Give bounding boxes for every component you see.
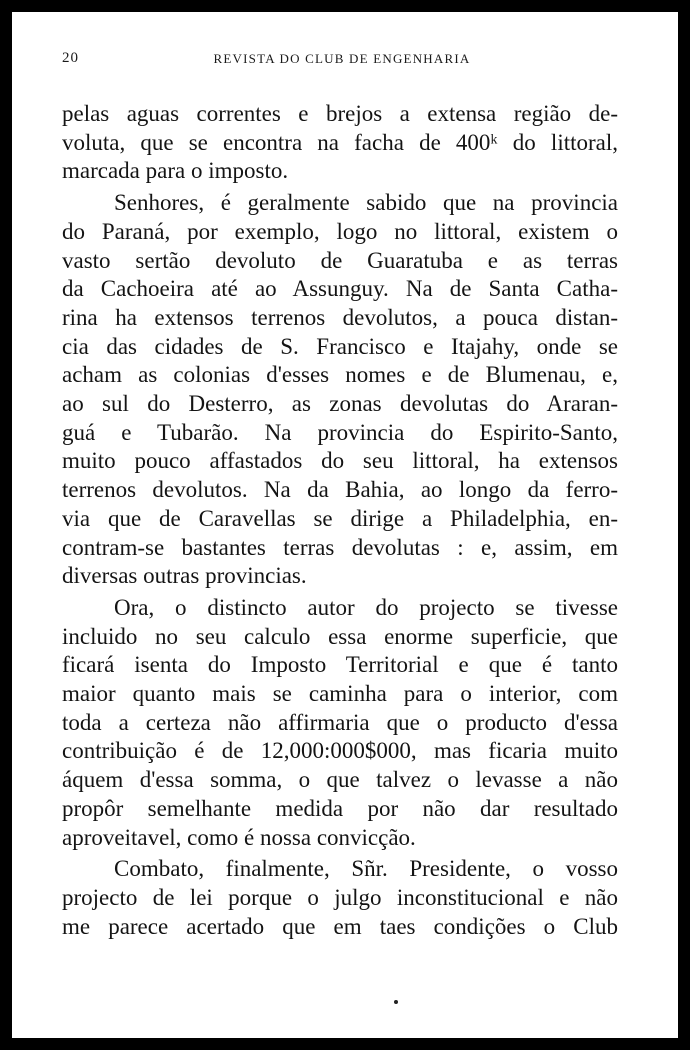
text-line: diversas outras provincias.	[62, 563, 307, 589]
page-header	[62, 50, 622, 72]
paragraph	[62, 189, 618, 591]
text-line: maior quanto mais se caminha para o interior, com	[62, 681, 618, 707]
text-line: contram-se bastantes terras devolutas : e, assim, em	[62, 534, 618, 560]
text-line: me parece acertado que em taes condições o Club	[62, 913, 618, 939]
text-line: voluta, que se encontra na facha de 400ᵏ do littoral,	[62, 129, 618, 155]
paragraph	[62, 594, 618, 852]
text-line: projecto de lei porque o julgo inconstitucional e não	[62, 884, 618, 910]
page-number: 20	[62, 50, 79, 66]
text-line: terrenos devolutos. Na da Bahia, ao longo da ferro-	[62, 477, 618, 503]
text-line: da Cachoeira até ao Assunguy. Na de Santa Catha-	[62, 276, 618, 302]
text-line: Senhores, é geralmente sabido que na provincia	[114, 190, 618, 216]
book-page	[12, 12, 678, 1038]
text-line: áquem d'essa somma, o que talvez o levasse a não	[62, 767, 618, 793]
body-text	[62, 100, 618, 941]
text-line: Combato, finalmente, Sñr. Presidente, o vosso	[114, 856, 618, 882]
text-line: contribuição é de 12,000:000$000, mas ficaria muito	[62, 738, 618, 764]
text-line: vasto sertão devoluto de Guaratuba e as terras	[62, 247, 618, 273]
text-line: ficará isenta do Imposto Territorial e que é tanto	[62, 652, 618, 678]
text-line: incluido no seu calculo essa enorme superficie, que	[62, 623, 618, 649]
running-title: REVISTA DO CLUB DE ENGENHARIA	[213, 51, 471, 66]
text-line: aproveitavel, como é nossa convicção.	[62, 824, 416, 850]
text-line: pelas aguas correntes e brejos a extensa região de-	[62, 101, 618, 126]
text-line: Ora, o distincto autor do projecto se tivesse	[114, 594, 618, 620]
ink-speck	[394, 1000, 398, 1004]
text-line: rina ha extensos terrenos devolutos, a pouca distan-	[62, 304, 618, 330]
paragraph	[62, 100, 618, 186]
text-line: via que de Caravellas se dirige a Philadelphia, en-	[62, 505, 618, 531]
text-line: cia das cidades de S. Francisco e Itajahy, onde se	[62, 333, 618, 359]
text-line: marcada para o imposto.	[62, 158, 289, 184]
text-line: muito pouco affastados do seu littoral, ha extensos	[62, 448, 618, 474]
text-line: guá e Tubarão. Na provincia do Espirito-Santo,	[62, 419, 618, 445]
text-line: propôr semelhante medida por não dar resultado	[62, 795, 618, 821]
text-line: acham as colonias d'esses nomes e de Blumenau, e,	[62, 362, 618, 388]
paragraph	[62, 855, 618, 941]
text-line: do Paraná, por exemplo, logo no littoral, existem o	[62, 218, 618, 244]
text-line: ao sul do Desterro, as zonas devolutas do Araran-	[62, 391, 618, 417]
text-line: toda a certeza não affirmaria que o producto d'essa	[62, 709, 618, 735]
